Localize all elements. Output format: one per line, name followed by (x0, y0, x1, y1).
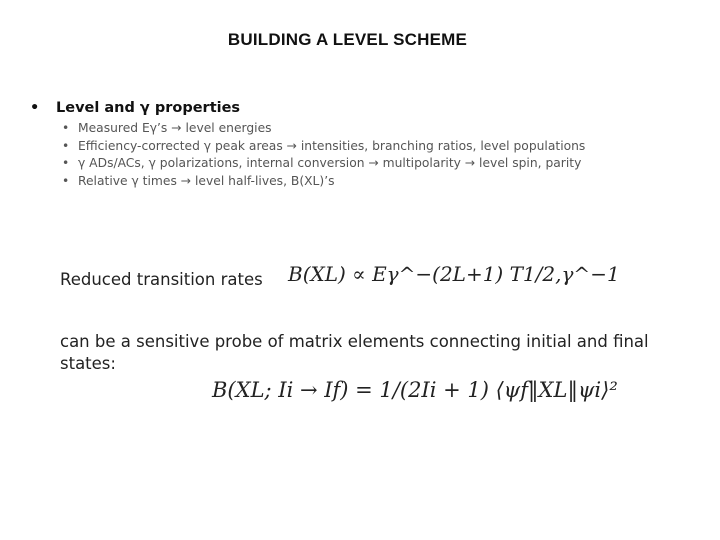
sub-bullet-item (62, 173, 585, 191)
sub-bullet-text: γ ADs/ACs, γ polarizations, internal conversion → multipolarity → level spin, parity (78, 156, 582, 170)
sub-bullet-text: Relative γ times → level half-lives, B(XL)’s (78, 173, 335, 188)
bullet-marker: • (62, 121, 70, 135)
sub-bullet-list (62, 120, 585, 190)
reduced-transition-label: Reduced transition rates (60, 270, 263, 289)
equation-reduced-rate: B(XL) ∝ Eγ^−(2L+1) T1/2,γ^−1 (288, 262, 620, 286)
probe-text: can be a sensitive probe of matrix elements connecting initial and final states: (60, 332, 649, 373)
equation-matrix-element: B(XL; Ii → If) = 1/(2Ii + 1) ⟨ψf‖XL‖ψi⟩² (212, 378, 618, 402)
sub-bullet-item (62, 155, 585, 173)
bullet-marker: • (62, 156, 70, 170)
sub-bullet-item (62, 138, 585, 156)
page-title: BUILDING A LEVEL SCHEME (227, 30, 468, 49)
main-bullet (30, 100, 240, 116)
bullet-marker: • (62, 138, 70, 153)
sub-bullet-text: Measured Eγ’s → level energies (78, 121, 272, 135)
main-bullet-text: Level and γ properties (56, 100, 241, 116)
sub-bullet-text: Efficiency-corrected γ peak areas → intensities, branching ratios, level populations (78, 138, 586, 153)
bullet-marker: • (30, 100, 40, 116)
bullet-marker: • (62, 173, 70, 188)
sub-bullet-item (62, 120, 585, 138)
